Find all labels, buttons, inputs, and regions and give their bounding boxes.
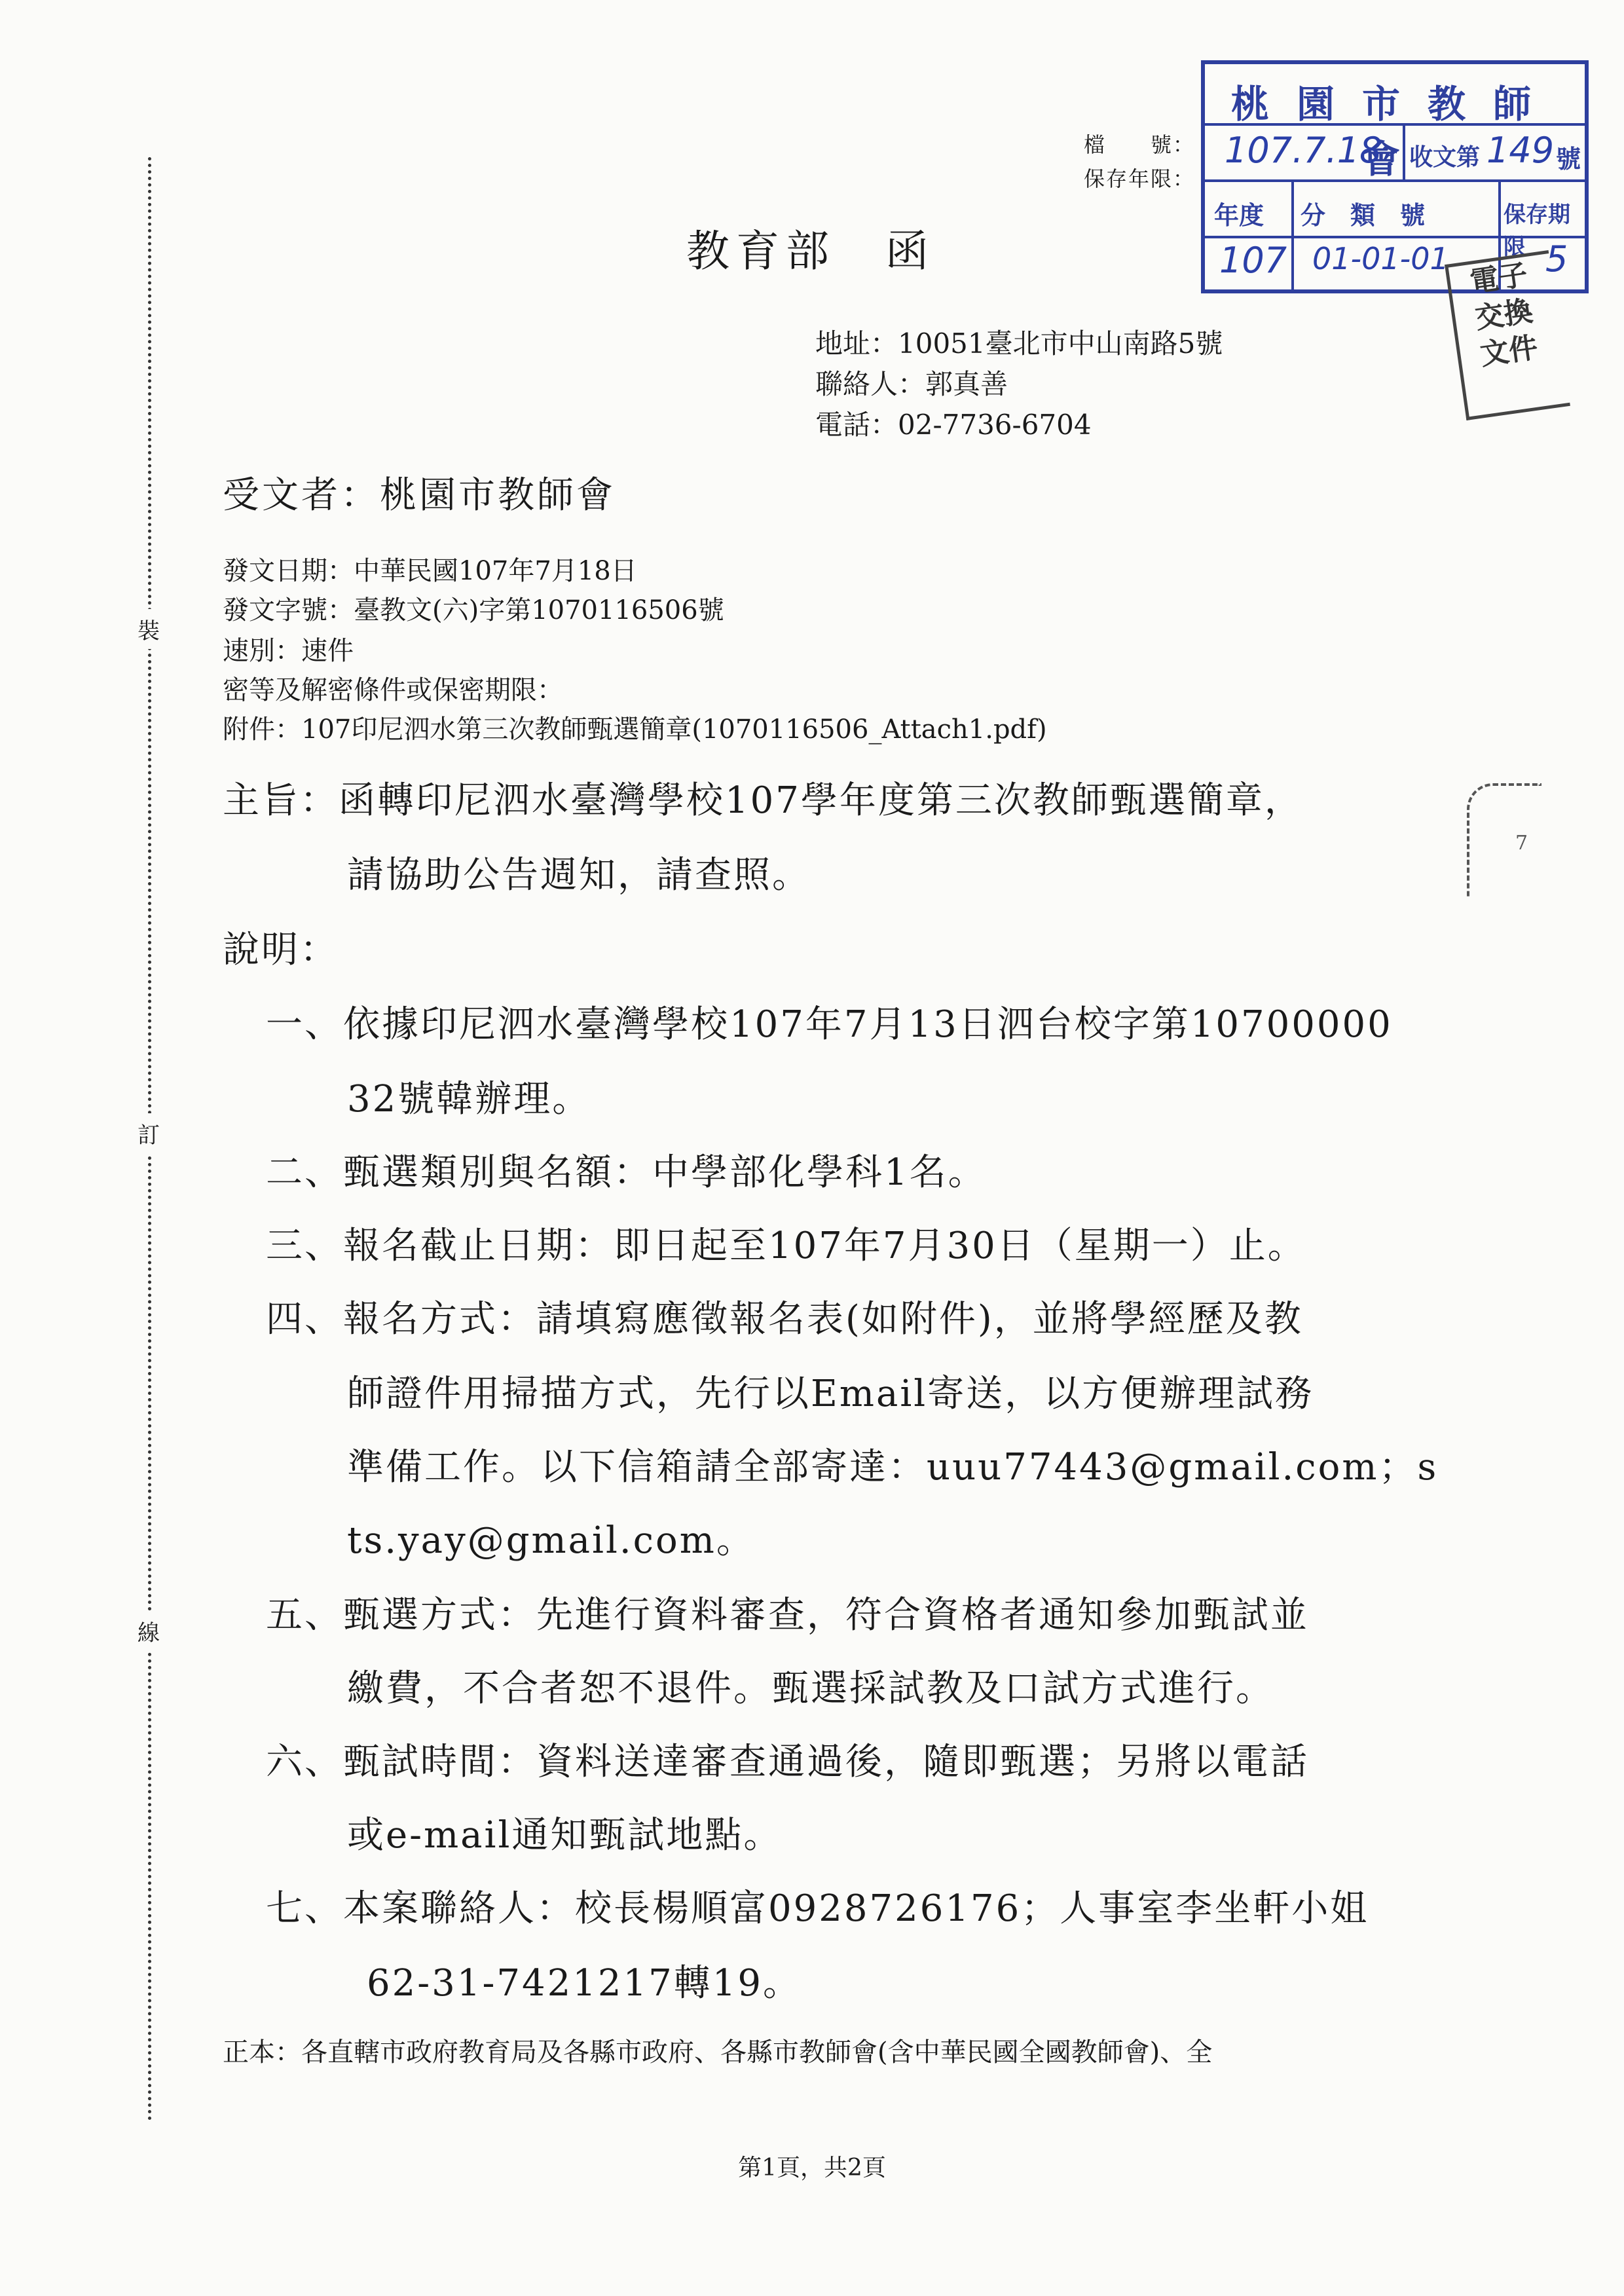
retention-label: 保存年限：: [1084, 166, 1196, 191]
item-7-line-2: 62-31-7421217轉19。: [367, 1962, 802, 2005]
stamp-col-class: 分 類 號: [1301, 201, 1426, 230]
stamp-org: 桃園市教師會: [1230, 82, 1559, 181]
delivery-speed: 速別：速件: [223, 636, 354, 666]
subject-line-1: 主旨：函轉印尼泗水臺灣學校107學年度第三次教師甄選簡章，: [223, 779, 1303, 822]
sender-address: 地址：10051臺北市中山南路5號: [815, 327, 1223, 360]
recipient: 受文者：桃園市教師會: [223, 474, 616, 517]
item-3: 三、報名截止日期：即日起至107年7月30日（星期一）止。: [266, 1225, 1306, 1267]
seal-text: 電子 交換 文件: [1467, 258, 1540, 372]
document-number: 發文字號：臺教文(六)字第1070116506號: [223, 595, 724, 625]
scan-mark: [1467, 783, 1541, 897]
item-5-line-2: 繳費，不合者恕不退件。甄選採試教及口試方式進行。: [347, 1667, 1274, 1710]
binding-mark-xian: 線: [138, 1611, 160, 1651]
stamp-year: 107: [1219, 240, 1287, 281]
page-number: 第1頁，共2頁: [738, 2155, 886, 2181]
item-4-line-4: ts.yay@gmail.com。: [347, 1519, 755, 1562]
item-4-line-1: 四、報名方式：請填寫應徵報名表(如附件)，並將學經歷及教: [266, 1298, 1303, 1341]
stamp-col-retention: 保存期限: [1504, 202, 1570, 260]
stamp-col-year: 年度: [1214, 201, 1264, 230]
item-6-line-1: 六、甄試時間：資料送達審查通過後，隨即甄選；另將以電話: [266, 1741, 1309, 1783]
binding-mark-zhuang: 裝: [138, 609, 160, 649]
stamp-class-number: 01-01-01: [1312, 241, 1449, 276]
subject-line-2: 請協助公告週知，請查照。: [347, 854, 811, 897]
scan-mark-text: 7: [1515, 832, 1528, 855]
item-6-line-2: 或e-mail通知甄試地點。: [347, 1814, 783, 1857]
binding-mark-ding: 訂: [138, 1113, 160, 1153]
item-1-line-2: 32號韓辦理。: [347, 1078, 591, 1120]
item-4-line-2: 師證件用掃描方式，先行以Email寄送，以方便辦理試務: [347, 1373, 1314, 1415]
sender-contact: 聯絡人：郭真善: [815, 368, 1008, 400]
explanation-label: 說明：: [223, 929, 339, 971]
stamp-receipt-number: 149: [1486, 130, 1555, 171]
secrecy-level: 密等及解密條件或保密期限：: [223, 675, 563, 705]
item-1-line-1: 一、依據印尼泗水臺灣學校107年7月13日泗台校字第10700000: [266, 1003, 1393, 1046]
stamp-retention: 5: [1545, 238, 1568, 280]
stamp-receipt-label: 收文第: [1409, 144, 1481, 171]
file-number-label: 檔 號：: [1084, 132, 1196, 157]
copies-recipients: 正本：各直轄市政府教育局及各縣市政府、各縣市教師會(含中華民國全國教師會)、全: [223, 2037, 1213, 2067]
stamp-receipt-suffix: 號: [1556, 145, 1581, 174]
item-2: 二、甄選類別與名額：中學部化學科1名。: [266, 1151, 987, 1194]
sender-phone: 電話：02-7736-6704: [815, 409, 1092, 441]
item-5-line-1: 五、甄選方式：先進行資料審查，符合資格者通知參加甄試並: [266, 1594, 1309, 1637]
exchange-seal: [1445, 250, 1570, 420]
item-7-line-1: 七、本案聯絡人：校長楊順富0928726176；人事室李坐軒小姐: [266, 1887, 1369, 1930]
stamp-date: 107.7.18: [1225, 130, 1382, 171]
issue-date: 發文日期：中華民國107年7月18日: [223, 556, 637, 586]
document-title: 教育部 函: [686, 226, 935, 276]
attachment: 附件：107印尼泗水第三次教師甄選簡章(1070116506_Attach1.pdf): [223, 714, 1047, 745]
item-4-line-3: 準備工作。以下信箱請全部寄達：uuu77443@gmail.com；s: [347, 1446, 1439, 1489]
